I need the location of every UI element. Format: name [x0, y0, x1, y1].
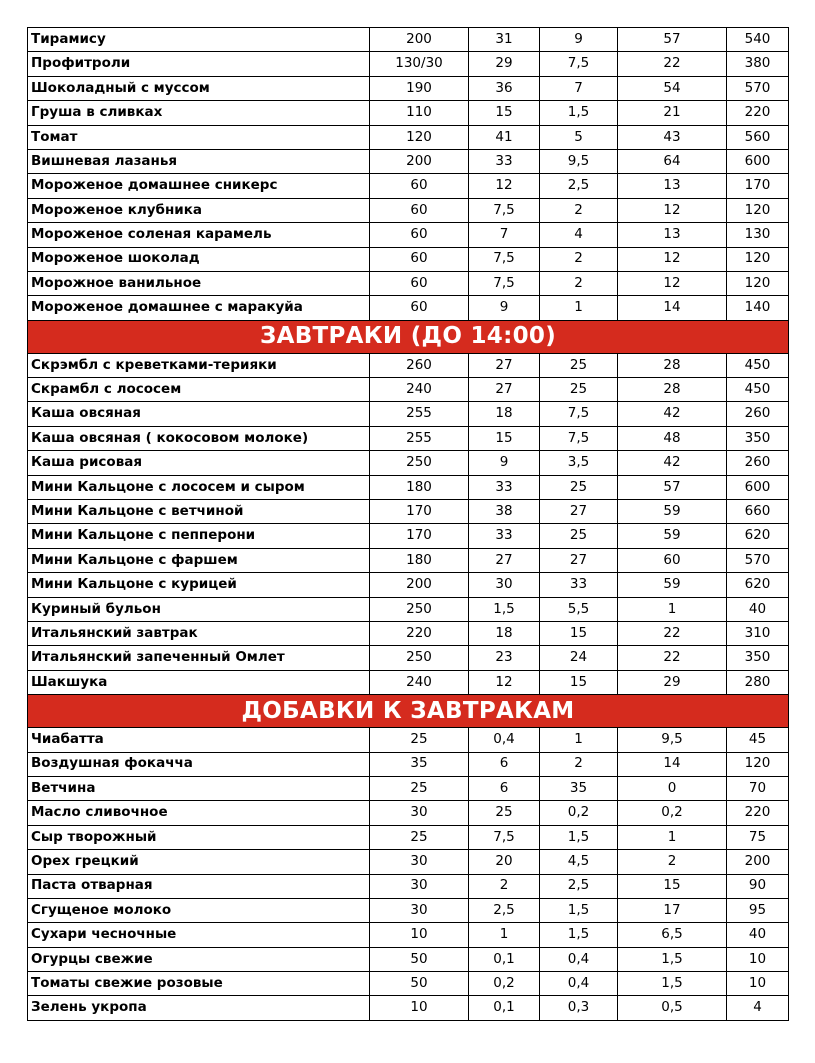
value-cell: 33 — [469, 475, 540, 499]
table-row — [28, 850, 789, 874]
value-cell: 10 — [370, 923, 469, 947]
value-cell: 110 — [370, 101, 469, 125]
value-cell: 35 — [370, 752, 469, 776]
table-row — [28, 101, 789, 125]
value-cell: 0,3 — [540, 996, 618, 1020]
value-cell: 95 — [727, 898, 789, 922]
value-cell: 250 — [370, 646, 469, 670]
table-row — [28, 247, 789, 271]
value-cell: 120 — [727, 247, 789, 271]
value-cell: 50 — [370, 947, 469, 971]
value-cell: 25 — [370, 776, 469, 800]
value-cell: 1,5 — [540, 825, 618, 849]
value-cell: 60 — [370, 174, 469, 198]
dish-name-cell: Томаты свежие розовые — [28, 972, 370, 996]
table-row — [28, 776, 789, 800]
value-cell: 260 — [370, 353, 469, 377]
value-cell: 20 — [469, 850, 540, 874]
value-cell: 7,5 — [469, 198, 540, 222]
value-cell: 50 — [370, 972, 469, 996]
value-cell: 600 — [727, 149, 789, 173]
table-row — [28, 451, 789, 475]
value-cell: 6 — [469, 752, 540, 776]
value-cell: 60 — [370, 296, 469, 320]
value-cell: 310 — [727, 621, 789, 645]
value-cell: 1 — [469, 923, 540, 947]
table-row — [28, 296, 789, 320]
value-cell: 60 — [370, 223, 469, 247]
value-cell: 30 — [370, 898, 469, 922]
value-cell: 350 — [727, 646, 789, 670]
value-cell: 380 — [727, 52, 789, 76]
value-cell: 18 — [469, 402, 540, 426]
value-cell: 33 — [469, 524, 540, 548]
value-cell: 27 — [469, 353, 540, 377]
value-cell: 255 — [370, 426, 469, 450]
value-cell: 0,1 — [469, 996, 540, 1020]
value-cell: 25 — [370, 825, 469, 849]
value-cell: 0,4 — [540, 972, 618, 996]
value-cell: 10 — [370, 996, 469, 1020]
table-row — [28, 378, 789, 402]
table-row — [28, 402, 789, 426]
dish-name-cell: Итальянский запеченный Омлет — [28, 646, 370, 670]
value-cell: 0,2 — [618, 801, 727, 825]
value-cell: 5 — [540, 125, 618, 149]
value-cell: 2,5 — [469, 898, 540, 922]
value-cell: 7 — [540, 76, 618, 100]
dish-name-cell: Томат — [28, 125, 370, 149]
value-cell: 1 — [618, 597, 727, 621]
value-cell: 29 — [618, 670, 727, 694]
table-row — [28, 996, 789, 1020]
value-cell: 59 — [618, 500, 727, 524]
value-cell: 14 — [618, 296, 727, 320]
value-cell: 25 — [540, 524, 618, 548]
table-row — [28, 874, 789, 898]
table-row — [28, 801, 789, 825]
value-cell: 2 — [540, 247, 618, 271]
value-cell: 620 — [727, 573, 789, 597]
dish-name-cell: Воздушная фокачча — [28, 752, 370, 776]
value-cell: 35 — [540, 776, 618, 800]
value-cell: 170 — [370, 500, 469, 524]
value-cell: 170 — [370, 524, 469, 548]
value-cell: 0,1 — [469, 947, 540, 971]
dish-name-cell: Мороженое шоколад — [28, 247, 370, 271]
value-cell: 17 — [618, 898, 727, 922]
table-row — [28, 670, 789, 694]
value-cell: 9 — [540, 28, 618, 52]
value-cell: 1,5 — [540, 923, 618, 947]
value-cell: 22 — [618, 646, 727, 670]
table-row — [28, 149, 789, 173]
value-cell: 38 — [469, 500, 540, 524]
value-cell: 350 — [727, 426, 789, 450]
value-cell: 5,5 — [540, 597, 618, 621]
value-cell: 240 — [370, 378, 469, 402]
value-cell: 15 — [469, 426, 540, 450]
value-cell: 27 — [469, 548, 540, 572]
table-row — [28, 475, 789, 499]
value-cell: 23 — [469, 646, 540, 670]
value-cell: 450 — [727, 378, 789, 402]
value-cell: 25 — [540, 353, 618, 377]
dish-name-cell: Каша овсяная — [28, 402, 370, 426]
table-row — [28, 223, 789, 247]
value-cell: 170 — [727, 174, 789, 198]
value-cell: 0,5 — [618, 996, 727, 1020]
value-cell: 0,4 — [469, 728, 540, 752]
value-cell: 2 — [469, 874, 540, 898]
value-cell: 180 — [370, 475, 469, 499]
value-cell: 540 — [727, 28, 789, 52]
dish-name-cell: Итальянский завтрак — [28, 621, 370, 645]
value-cell: 40 — [727, 597, 789, 621]
value-cell: 0,4 — [540, 947, 618, 971]
table-row — [28, 271, 789, 295]
value-cell: 120 — [370, 125, 469, 149]
value-cell: 70 — [727, 776, 789, 800]
value-cell: 27 — [469, 378, 540, 402]
value-cell: 4 — [727, 996, 789, 1020]
value-cell: 1 — [540, 728, 618, 752]
dish-name-cell: Сухари чесночные — [28, 923, 370, 947]
table-row — [28, 524, 789, 548]
dish-name-cell: Мини Кальцоне с фаршем — [28, 548, 370, 572]
value-cell: 120 — [727, 271, 789, 295]
value-cell: 15 — [469, 101, 540, 125]
value-cell: 1,5 — [618, 972, 727, 996]
value-cell: 280 — [727, 670, 789, 694]
value-cell: 15 — [540, 621, 618, 645]
value-cell: 450 — [727, 353, 789, 377]
value-cell: 27 — [540, 500, 618, 524]
value-cell: 22 — [618, 621, 727, 645]
section-title: ДОБАВКИ К ЗАВТРАКАМ — [28, 695, 789, 728]
value-cell: 40 — [727, 923, 789, 947]
value-cell: 130 — [727, 223, 789, 247]
table-row — [28, 752, 789, 776]
value-cell: 12 — [469, 670, 540, 694]
value-cell: 15 — [540, 670, 618, 694]
table-row — [28, 198, 789, 222]
value-cell: 12 — [618, 271, 727, 295]
value-cell: 4,5 — [540, 850, 618, 874]
value-cell: 7 — [469, 223, 540, 247]
dish-name-cell: Скрэмбл с креветками-терияки — [28, 353, 370, 377]
value-cell: 2,5 — [540, 874, 618, 898]
dish-name-cell: Шакшука — [28, 670, 370, 694]
value-cell: 260 — [727, 451, 789, 475]
value-cell: 200 — [370, 149, 469, 173]
table-row — [28, 353, 789, 377]
dish-name-cell: Сгущеное молоко — [28, 898, 370, 922]
value-cell: 2 — [540, 752, 618, 776]
value-cell: 30 — [370, 850, 469, 874]
dish-name-cell: Морожное ванильное — [28, 271, 370, 295]
value-cell: 7,5 — [540, 402, 618, 426]
table-row — [28, 500, 789, 524]
value-cell: 12 — [618, 198, 727, 222]
table-row — [28, 548, 789, 572]
value-cell: 30 — [370, 801, 469, 825]
value-cell: 220 — [370, 621, 469, 645]
value-cell: 90 — [727, 874, 789, 898]
value-cell: 1,5 — [540, 898, 618, 922]
dish-name-cell: Сыр творожный — [28, 825, 370, 849]
section-title: ЗАВТРАКИ (ДО 14:00) — [28, 320, 789, 353]
value-cell: 25 — [540, 475, 618, 499]
value-cell: 28 — [618, 378, 727, 402]
value-cell: 2 — [540, 271, 618, 295]
value-cell: 57 — [618, 28, 727, 52]
dish-name-cell: Паста отварная — [28, 874, 370, 898]
dish-name-cell: Мороженое домашнее сникерс — [28, 174, 370, 198]
value-cell: 36 — [469, 76, 540, 100]
value-cell: 190 — [370, 76, 469, 100]
value-cell: 21 — [618, 101, 727, 125]
value-cell: 0,2 — [540, 801, 618, 825]
dish-name-cell: Куриный бульон — [28, 597, 370, 621]
value-cell: 60 — [370, 198, 469, 222]
value-cell: 260 — [727, 402, 789, 426]
value-cell: 200 — [727, 850, 789, 874]
value-cell: 9,5 — [540, 149, 618, 173]
value-cell: 25 — [540, 378, 618, 402]
dish-name-cell: Мини Кальцоне с ветчиной — [28, 500, 370, 524]
value-cell: 120 — [727, 198, 789, 222]
value-cell: 570 — [727, 76, 789, 100]
value-cell: 48 — [618, 426, 727, 450]
value-cell: 12 — [618, 247, 727, 271]
value-cell: 27 — [540, 548, 618, 572]
value-cell: 220 — [727, 801, 789, 825]
table-row — [28, 972, 789, 996]
value-cell: 64 — [618, 149, 727, 173]
value-cell: 13 — [618, 223, 727, 247]
value-cell: 7,5 — [469, 271, 540, 295]
table-row — [28, 621, 789, 645]
value-cell: 59 — [618, 524, 727, 548]
table-row — [28, 573, 789, 597]
value-cell: 570 — [727, 548, 789, 572]
value-cell: 200 — [370, 28, 469, 52]
value-cell: 6,5 — [618, 923, 727, 947]
value-cell: 60 — [370, 271, 469, 295]
value-cell: 7,5 — [469, 825, 540, 849]
dish-name-cell: Ветчина — [28, 776, 370, 800]
value-cell: 1 — [618, 825, 727, 849]
value-cell: 25 — [469, 801, 540, 825]
dish-name-cell: Профитроли — [28, 52, 370, 76]
value-cell: 22 — [618, 52, 727, 76]
table-row — [28, 426, 789, 450]
dish-name-cell: Масло сливочное — [28, 801, 370, 825]
section-header-row — [28, 695, 789, 728]
value-cell: 220 — [727, 101, 789, 125]
value-cell: 120 — [727, 752, 789, 776]
value-cell: 54 — [618, 76, 727, 100]
value-cell: 42 — [618, 402, 727, 426]
table-row — [28, 597, 789, 621]
value-cell: 29 — [469, 52, 540, 76]
value-cell: 12 — [469, 174, 540, 198]
table-row — [28, 28, 789, 52]
value-cell: 33 — [540, 573, 618, 597]
table-row — [28, 174, 789, 198]
value-cell: 1,5 — [469, 597, 540, 621]
nutrition-table — [27, 27, 789, 1021]
value-cell: 13 — [618, 174, 727, 198]
value-cell: 30 — [370, 874, 469, 898]
value-cell: 25 — [370, 728, 469, 752]
value-cell: 30 — [469, 573, 540, 597]
value-cell: 60 — [618, 548, 727, 572]
table-row — [28, 646, 789, 670]
value-cell: 200 — [370, 573, 469, 597]
value-cell: 2 — [618, 850, 727, 874]
value-cell: 10 — [727, 947, 789, 971]
value-cell: 2,5 — [540, 174, 618, 198]
dish-name-cell: Каша овсяная ( кокосовом молоке) — [28, 426, 370, 450]
dish-name-cell: Скрамбл с лососем — [28, 378, 370, 402]
table-row — [28, 825, 789, 849]
value-cell: 59 — [618, 573, 727, 597]
dish-name-cell: Огурцы свежие — [28, 947, 370, 971]
table-row — [28, 898, 789, 922]
dish-name-cell: Вишневая лазанья — [28, 149, 370, 173]
value-cell: 45 — [727, 728, 789, 752]
value-cell: 6 — [469, 776, 540, 800]
value-cell: 0 — [618, 776, 727, 800]
value-cell: 140 — [727, 296, 789, 320]
value-cell: 1 — [540, 296, 618, 320]
value-cell: 9,5 — [618, 728, 727, 752]
value-cell: 250 — [370, 597, 469, 621]
value-cell: 31 — [469, 28, 540, 52]
value-cell: 130/30 — [370, 52, 469, 76]
dish-name-cell: Зелень укропа — [28, 996, 370, 1020]
dish-name-cell: Мини Кальцоне с пепперони — [28, 524, 370, 548]
dish-name-cell: Шоколадный с муссом — [28, 76, 370, 100]
table-row — [28, 947, 789, 971]
value-cell: 24 — [540, 646, 618, 670]
value-cell: 2 — [540, 198, 618, 222]
value-cell: 240 — [370, 670, 469, 694]
value-cell: 15 — [618, 874, 727, 898]
value-cell: 28 — [618, 353, 727, 377]
value-cell: 75 — [727, 825, 789, 849]
table-row — [28, 728, 789, 752]
value-cell: 33 — [469, 149, 540, 173]
dish-name-cell: Мороженое домашнее с маракуйа — [28, 296, 370, 320]
value-cell: 9 — [469, 296, 540, 320]
value-cell: 42 — [618, 451, 727, 475]
value-cell: 620 — [727, 524, 789, 548]
dish-name-cell: Мини Кальцоне с курицей — [28, 573, 370, 597]
value-cell: 180 — [370, 548, 469, 572]
value-cell: 18 — [469, 621, 540, 645]
value-cell: 60 — [370, 247, 469, 271]
dish-name-cell: Чиабатта — [28, 728, 370, 752]
value-cell: 14 — [618, 752, 727, 776]
value-cell: 4 — [540, 223, 618, 247]
value-cell: 1,5 — [540, 101, 618, 125]
table-row — [28, 52, 789, 76]
dish-name-cell: Груша в сливках — [28, 101, 370, 125]
value-cell: 43 — [618, 125, 727, 149]
dish-name-cell: Мороженое клубника — [28, 198, 370, 222]
dish-name-cell: Мороженое соленая карамель — [28, 223, 370, 247]
value-cell: 560 — [727, 125, 789, 149]
table-row — [28, 76, 789, 100]
value-cell: 41 — [469, 125, 540, 149]
dish-name-cell: Орех грецкий — [28, 850, 370, 874]
section-header-row — [28, 320, 789, 353]
table-row — [28, 923, 789, 947]
value-cell: 255 — [370, 402, 469, 426]
dish-name-cell: Тирамису — [28, 28, 370, 52]
value-cell: 10 — [727, 972, 789, 996]
value-cell: 7,5 — [469, 247, 540, 271]
value-cell: 3,5 — [540, 451, 618, 475]
value-cell: 600 — [727, 475, 789, 499]
value-cell: 1,5 — [618, 947, 727, 971]
value-cell: 57 — [618, 475, 727, 499]
value-cell: 9 — [469, 451, 540, 475]
dish-name-cell: Каша рисовая — [28, 451, 370, 475]
value-cell: 0,2 — [469, 972, 540, 996]
value-cell: 7,5 — [540, 426, 618, 450]
value-cell: 250 — [370, 451, 469, 475]
value-cell: 660 — [727, 500, 789, 524]
value-cell: 7,5 — [540, 52, 618, 76]
dish-name-cell: Мини Кальцоне с лососем и сыром — [28, 475, 370, 499]
table-row — [28, 125, 789, 149]
